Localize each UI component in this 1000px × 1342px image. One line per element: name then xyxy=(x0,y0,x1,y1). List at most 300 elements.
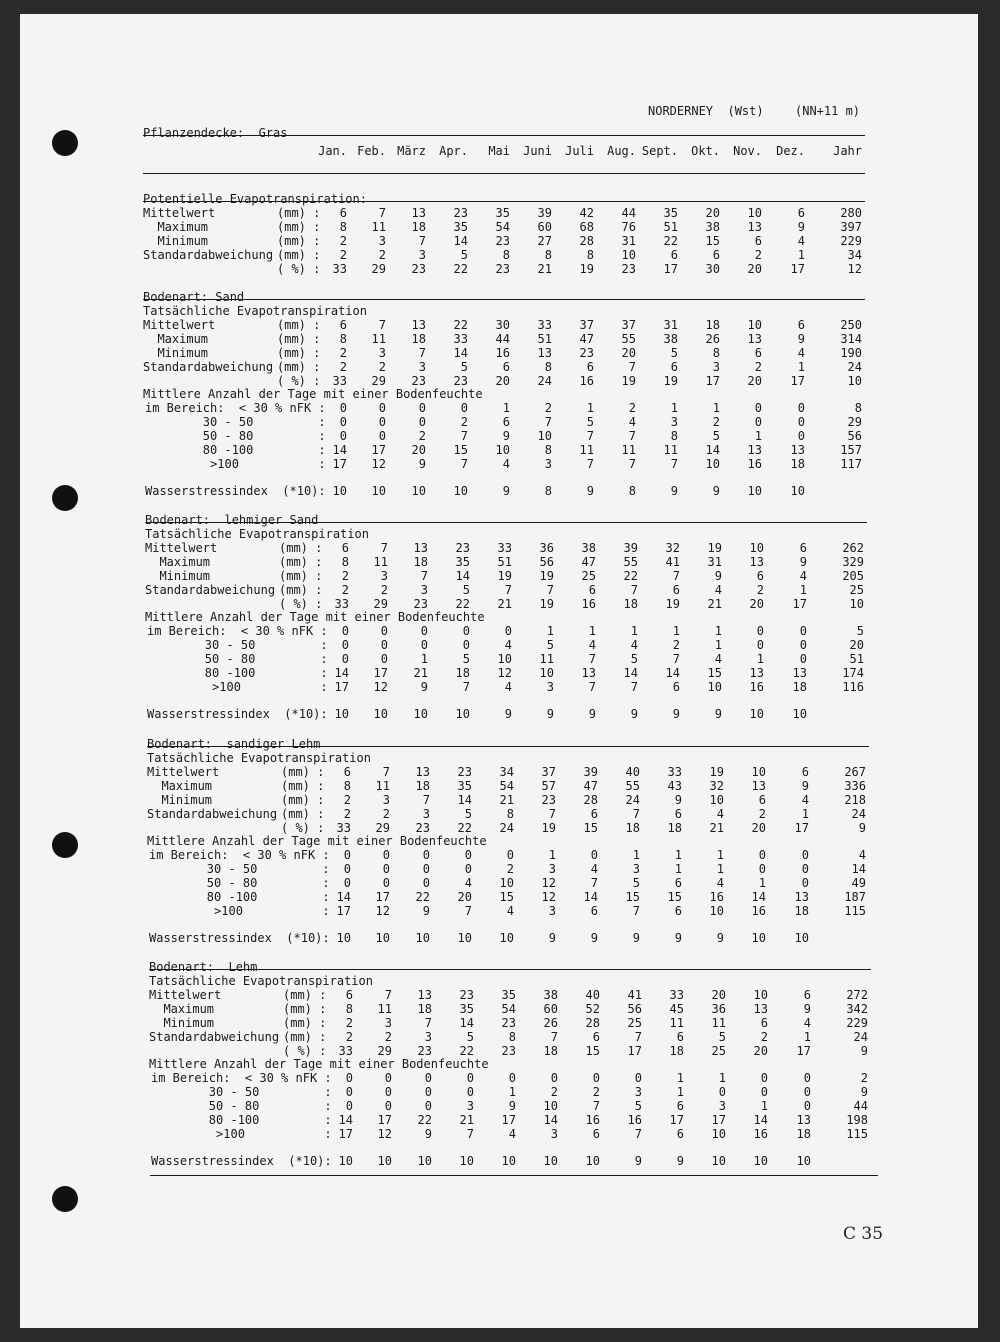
table-cell: 3 xyxy=(382,793,390,807)
table-cell: 2 xyxy=(341,583,349,597)
table-cell: 4 xyxy=(858,848,866,862)
table-cell: 229 xyxy=(840,234,862,248)
table-cell: 1 xyxy=(588,624,596,638)
table-cell: 38 xyxy=(581,541,596,555)
table-cell: 1 xyxy=(548,848,556,862)
table-cell: 2 xyxy=(341,569,349,583)
table-cell: 7 xyxy=(672,569,680,583)
table-cell: 33 xyxy=(667,765,682,779)
table-cell: 0 xyxy=(341,624,349,638)
table-cell: 3 xyxy=(670,415,678,429)
table-cell: 47 xyxy=(583,779,598,793)
table-cell: 3 xyxy=(378,234,386,248)
table-cell: 0 xyxy=(339,415,347,429)
table-cell: 14 xyxy=(753,1113,768,1127)
table-cell: 9 xyxy=(424,1127,432,1141)
table-cell: 9 xyxy=(502,429,510,443)
table-cell: 17 xyxy=(627,1044,642,1058)
table-cell: 21 xyxy=(497,597,512,611)
table-cell: 7 xyxy=(634,1127,642,1141)
table-cell: 35 xyxy=(501,988,516,1002)
table-cell: 116 xyxy=(842,680,864,694)
table-cell: 1 xyxy=(760,1099,768,1113)
row-label: 50 - 80 : xyxy=(147,652,328,666)
table-cell: 3 xyxy=(420,583,428,597)
table-cell: 24 xyxy=(851,807,866,821)
table-cell: 0 xyxy=(799,624,807,638)
table-cell: 26 xyxy=(543,1016,558,1030)
table-cell: 6 xyxy=(502,360,510,374)
table-cell: 9 xyxy=(797,332,805,346)
table-cell: 2 xyxy=(550,1085,558,1099)
table-cell: 10 xyxy=(711,1127,726,1141)
table-cell: 12 xyxy=(847,262,862,276)
table-cell: 15 xyxy=(453,443,468,457)
table-cell: 7 xyxy=(420,569,428,583)
table-cell: 1 xyxy=(674,862,682,876)
table-cell: 0 xyxy=(424,1085,432,1099)
table-cell: 16 xyxy=(749,680,764,694)
table-cell: 0 xyxy=(797,401,805,415)
table-cell: 0 xyxy=(339,429,347,443)
table-cell: 1 xyxy=(758,876,766,890)
table-cell: 23 xyxy=(495,234,510,248)
table-cell: 7 xyxy=(382,765,390,779)
row-label: Maximum xyxy=(147,779,213,793)
table-cell: 13 xyxy=(753,1002,768,1016)
table-cell: 13 xyxy=(411,206,426,220)
table-cell: 24 xyxy=(499,821,514,835)
row-label: im Bereich: < 30 % nFK : xyxy=(147,624,328,638)
table-cell: 5 xyxy=(460,248,468,262)
table-cell: 13 xyxy=(751,779,766,793)
table-cell: 10 xyxy=(849,597,864,611)
table-cell: 21 xyxy=(709,821,724,835)
table-cell: 250 xyxy=(840,318,862,332)
table-cell: 0 xyxy=(378,415,386,429)
table-cell: 0 xyxy=(341,652,349,666)
row-label: Minimum xyxy=(143,346,209,360)
table-cell: 35 xyxy=(459,1002,474,1016)
table-cell: 5 xyxy=(634,1099,642,1113)
table-cell: 34 xyxy=(847,248,862,262)
table-cell: 21 xyxy=(413,666,428,680)
table-cell: 13 xyxy=(794,890,809,904)
table-cell: 22 xyxy=(623,569,638,583)
table-cell: 5 xyxy=(856,624,864,638)
table-cell: 22 xyxy=(459,1044,474,1058)
table-cell: 10 xyxy=(792,707,807,721)
table-cell: 6 xyxy=(343,765,351,779)
table-cell: 0 xyxy=(464,848,472,862)
table-cell: 1 xyxy=(718,1071,726,1085)
table-cell: 15 xyxy=(667,890,682,904)
row-label: Minimum xyxy=(145,569,211,583)
table-cell: 35 xyxy=(453,220,468,234)
row-label: Wasserstressindex (*10): xyxy=(147,707,328,721)
table-cell: 13 xyxy=(411,318,426,332)
table-cell: 10 xyxy=(711,1154,726,1168)
table-cell: 14 xyxy=(338,1113,353,1127)
table-cell: 7 xyxy=(462,680,470,694)
row-label: Wasserstressindex (*10): xyxy=(145,484,326,498)
table-cell: 9 xyxy=(858,821,866,835)
table-cell: 10 xyxy=(543,1154,558,1168)
row-label: Mittelwert xyxy=(149,988,222,1002)
table-cell: 31 xyxy=(621,234,636,248)
table-cell: 5 xyxy=(670,346,678,360)
table-cell: 10 xyxy=(796,1154,811,1168)
table-cell: 10 xyxy=(747,484,762,498)
table-cell: 0 xyxy=(382,848,390,862)
table-cell: 3 xyxy=(634,1085,642,1099)
table-cell: 7 xyxy=(586,457,594,471)
section-title: Potentielle Evapotranspiration: xyxy=(143,192,367,206)
table-cell: 16 xyxy=(751,904,766,918)
table-cell: 9 xyxy=(418,457,426,471)
table-cell: 33 xyxy=(669,988,684,1002)
table-cell: 6 xyxy=(756,569,764,583)
table-cell: 9 xyxy=(797,220,805,234)
table-cell: 7 xyxy=(384,988,392,1002)
table-cell: 14 xyxy=(332,443,347,457)
table-cell: 24 xyxy=(537,374,552,388)
row-label: >100 : xyxy=(149,904,330,918)
table-cell: 18 xyxy=(796,1127,811,1141)
table-cell: 10 xyxy=(707,680,722,694)
table-cell: 20 xyxy=(751,821,766,835)
table-cell: 6 xyxy=(676,1030,684,1044)
column-header-7: Aug. xyxy=(607,144,636,158)
table-cell: 4 xyxy=(797,234,805,248)
table-cell: 6 xyxy=(672,680,680,694)
table-cell: 9 xyxy=(803,1002,811,1016)
table-cell: 10 xyxy=(585,1154,600,1168)
table-cell: 14 xyxy=(705,443,720,457)
table-cell: 41 xyxy=(627,988,642,1002)
table-cell: 37 xyxy=(579,318,594,332)
table-cell: 10 xyxy=(455,707,470,721)
table-cell: 7 xyxy=(460,429,468,443)
table-cell: 3 xyxy=(548,862,556,876)
table-cell: 7 xyxy=(588,652,596,666)
table-cell: 9 xyxy=(632,931,640,945)
table-cell: 3 xyxy=(424,1030,432,1044)
table-cell: 9 xyxy=(502,484,510,498)
table-cell: 0 xyxy=(343,862,351,876)
table-cell: 14 xyxy=(583,890,598,904)
table-cell: 17 xyxy=(796,1044,811,1058)
table-cell: 43 xyxy=(667,779,682,793)
table-cell: 10 xyxy=(751,765,766,779)
table-cell: 10 xyxy=(747,318,762,332)
table-cell: 9 xyxy=(716,931,724,945)
table-cell: 10 xyxy=(709,904,724,918)
table-cell: 1 xyxy=(714,624,722,638)
row-unit: (mm) : xyxy=(279,541,323,555)
row-label: 80 -100 : xyxy=(151,1113,332,1127)
table-cell: 272 xyxy=(846,988,868,1002)
table-cell: 11 xyxy=(373,555,388,569)
table-cell: 4 xyxy=(714,583,722,597)
table-cell: 57 xyxy=(541,779,556,793)
row-label: >100 : xyxy=(145,457,326,471)
table-cell: 10 xyxy=(415,931,430,945)
table-cell: 0 xyxy=(797,415,805,429)
punch-hole xyxy=(52,130,78,156)
table-cell: 56 xyxy=(847,429,862,443)
table-cell: 8 xyxy=(343,779,351,793)
table-cell: 0 xyxy=(343,848,351,862)
table-cell: 9 xyxy=(634,1154,642,1168)
table-cell: 4 xyxy=(714,652,722,666)
row-label: Mittelwert xyxy=(143,318,216,332)
table-cell: 3 xyxy=(380,569,388,583)
table-cell: 34 xyxy=(499,765,514,779)
table-cell: 17 xyxy=(501,1113,516,1127)
table-cell: 0 xyxy=(797,429,805,443)
table-cell: 14 xyxy=(457,793,472,807)
table-cell: 32 xyxy=(709,779,724,793)
table-cell: 7 xyxy=(632,904,640,918)
table-cell: 3 xyxy=(548,904,556,918)
table-cell: 18 xyxy=(415,779,430,793)
table-cell: 25 xyxy=(581,569,596,583)
row-label: Standardabweichung xyxy=(145,583,276,597)
table-cell: 30 xyxy=(705,262,720,276)
table-cell: 19 xyxy=(497,569,512,583)
table-cell: 29 xyxy=(373,597,388,611)
subsection-title: Mittlere Anzahl der Tage mit einer Bodenfeuchte xyxy=(149,1057,489,1071)
table-cell: 4 xyxy=(799,569,807,583)
table-cell: 6 xyxy=(502,415,510,429)
table-cell: 7 xyxy=(544,415,552,429)
punch-hole xyxy=(52,1186,78,1212)
table-cell: 20 xyxy=(747,374,762,388)
table-cell: 10 xyxy=(417,1154,432,1168)
table-cell: 8 xyxy=(712,346,720,360)
table-cell: 1 xyxy=(716,848,724,862)
table-cell: 10 xyxy=(751,931,766,945)
soil-title: Bodenart: Lehm xyxy=(149,960,258,974)
table-cell: 7 xyxy=(670,457,678,471)
table-cell: 16 xyxy=(585,1113,600,1127)
table-cell: 27 xyxy=(537,234,552,248)
table-cell: 37 xyxy=(621,318,636,332)
table-cell: 115 xyxy=(844,904,866,918)
table-cell: 3 xyxy=(378,346,386,360)
table-cell: 20 xyxy=(495,374,510,388)
table-cell: 11 xyxy=(371,220,386,234)
table-cell: 68 xyxy=(579,220,594,234)
table-cell: 51 xyxy=(537,332,552,346)
table-cell: 13 xyxy=(792,666,807,680)
table-cell: 8 xyxy=(670,429,678,443)
table-cell: 0 xyxy=(384,1071,392,1085)
table-cell: 23 xyxy=(621,262,636,276)
table-cell: 9 xyxy=(860,1085,868,1099)
table-cell: 13 xyxy=(747,220,762,234)
table-cell: 0 xyxy=(801,876,809,890)
table-cell: 19 xyxy=(663,374,678,388)
table-cell: 0 xyxy=(339,401,347,415)
table-cell: 51 xyxy=(849,652,864,666)
soil-title: Bodenart: lehmiger Sand xyxy=(145,513,319,527)
table-cell: 3 xyxy=(544,457,552,471)
table-cell: 9 xyxy=(714,707,722,721)
row-label: 30 - 50 : xyxy=(149,862,330,876)
table-cell: 7 xyxy=(378,318,386,332)
row-unit: (mm) : xyxy=(281,765,325,779)
table-cell: 7 xyxy=(378,206,386,220)
table-cell: 44 xyxy=(621,206,636,220)
table-cell: 11 xyxy=(621,443,636,457)
table-cell: 2 xyxy=(506,862,514,876)
table-cell: 18 xyxy=(667,821,682,835)
row-unit: (mm) : xyxy=(283,1016,327,1030)
table-cell: 23 xyxy=(411,262,426,276)
row-label: Wasserstressindex (*10): xyxy=(151,1154,332,1168)
row-label: Standardabweichung xyxy=(143,360,274,374)
table-cell: 31 xyxy=(707,555,722,569)
table-cell: 10 xyxy=(459,1154,474,1168)
table-cell: 44 xyxy=(853,1099,868,1113)
table-cell: 342 xyxy=(846,1002,868,1016)
table-cell: 4 xyxy=(590,862,598,876)
table-cell: 16 xyxy=(579,374,594,388)
table-cell: 6 xyxy=(803,988,811,1002)
table-cell: 218 xyxy=(844,793,866,807)
column-header-3: Apr. xyxy=(439,144,468,158)
table-cell: 0 xyxy=(378,401,386,415)
table-cell: 3 xyxy=(384,1016,392,1030)
table-cell: 10 xyxy=(495,443,510,457)
table-cell: 26 xyxy=(705,332,720,346)
row-unit: (mm) : xyxy=(279,583,323,597)
table-cell: 6 xyxy=(754,234,762,248)
table-cell: 5 xyxy=(466,1030,474,1044)
table-cell: 10 xyxy=(375,931,390,945)
table-cell: 14 xyxy=(336,890,351,904)
table-cell: 0 xyxy=(341,638,349,652)
row-unit: (mm) : xyxy=(283,1030,327,1044)
table-cell: 1 xyxy=(672,624,680,638)
row-unit: (mm) : xyxy=(283,988,327,1002)
table-cell: 6 xyxy=(592,1030,600,1044)
table-cell: 24 xyxy=(853,1030,868,1044)
table-cell: 6 xyxy=(339,318,347,332)
table-cell: 18 xyxy=(455,666,470,680)
table-cell: 18 xyxy=(411,220,426,234)
table-cell: 19 xyxy=(541,821,556,835)
row-unit: (mm) : xyxy=(277,220,321,234)
table-cell: 21 xyxy=(459,1113,474,1127)
table-cell: 23 xyxy=(541,793,556,807)
table-cell: 17 xyxy=(336,904,351,918)
table-cell: 15 xyxy=(499,890,514,904)
table-cell: 9 xyxy=(674,793,682,807)
table-cell: 18 xyxy=(792,680,807,694)
subsection-title: Mittlere Anzahl der Tage mit einer Bodenfeuchte xyxy=(143,387,483,401)
row-label: Wasserstressindex (*10): xyxy=(149,931,330,945)
table-cell: 2 xyxy=(544,401,552,415)
table-cell: 7 xyxy=(632,807,640,821)
table-cell: 18 xyxy=(411,332,426,346)
table-cell: 5 xyxy=(586,415,594,429)
row-label: 30 - 50 : xyxy=(145,415,326,429)
table-cell: 10 xyxy=(790,484,805,498)
table-cell: 1 xyxy=(676,1071,684,1085)
table-cell: 17 xyxy=(790,374,805,388)
table-cell: 18 xyxy=(790,457,805,471)
table-cell: 54 xyxy=(499,779,514,793)
table-cell: 16 xyxy=(495,346,510,360)
table-cell: 0 xyxy=(345,1085,353,1099)
table-cell: 0 xyxy=(343,876,351,890)
table-cell: 0 xyxy=(466,1085,474,1099)
table-cell: 7 xyxy=(630,583,638,597)
table-cell: 4 xyxy=(716,876,724,890)
table-cell: 10 xyxy=(336,931,351,945)
table-cell: 267 xyxy=(844,765,866,779)
subsection-title: Mittlere Anzahl der Tage mit einer Bodenfeuchte xyxy=(147,834,487,848)
table-cell: 28 xyxy=(583,793,598,807)
table-cell: 40 xyxy=(585,988,600,1002)
table-cell: 0 xyxy=(758,848,766,862)
table-cell: 8 xyxy=(586,248,594,262)
table-cell: 23 xyxy=(579,346,594,360)
row-unit: (mm) : xyxy=(277,332,321,346)
table-cell: 15 xyxy=(705,234,720,248)
table-cell: 20 xyxy=(849,638,864,652)
table-cell: 8 xyxy=(339,220,347,234)
table-cell: 2 xyxy=(339,248,347,262)
table-cell: 33 xyxy=(453,332,468,346)
table-cell: 0 xyxy=(718,1085,726,1099)
table-cell: 18 xyxy=(413,555,428,569)
punch-hole xyxy=(52,485,78,511)
table-cell: 8 xyxy=(508,1030,516,1044)
table-cell: 5 xyxy=(630,652,638,666)
table-cell: 8 xyxy=(339,332,347,346)
table-cell: 8 xyxy=(502,248,510,262)
table-cell: 3 xyxy=(546,680,554,694)
table-cell: 17 xyxy=(711,1113,726,1127)
table-cell: 35 xyxy=(495,206,510,220)
row-label: Maximum xyxy=(143,220,209,234)
table-cell: 10 xyxy=(753,988,768,1002)
table-cell: 12 xyxy=(541,890,556,904)
table-cell: 11 xyxy=(539,652,554,666)
table-cell: 23 xyxy=(415,821,430,835)
table-cell: 0 xyxy=(380,652,388,666)
table-cell: 9 xyxy=(674,931,682,945)
table-cell: 29 xyxy=(371,262,386,276)
table-cell: 5 xyxy=(712,429,720,443)
row-label: 30 - 50 : xyxy=(147,638,328,652)
table-cell: 0 xyxy=(384,1099,392,1113)
table-cell: 10 xyxy=(411,484,426,498)
table-cell: 4 xyxy=(630,638,638,652)
table-cell: 39 xyxy=(623,541,638,555)
column-header-0: Jan. xyxy=(318,144,347,158)
table-cell: 0 xyxy=(803,1071,811,1085)
row-label: >100 : xyxy=(147,680,328,694)
table-cell: 0 xyxy=(466,1071,474,1085)
table-cell: 22 xyxy=(417,1113,432,1127)
row-label: Mittelwert xyxy=(143,206,216,220)
table-cell: 9 xyxy=(422,904,430,918)
